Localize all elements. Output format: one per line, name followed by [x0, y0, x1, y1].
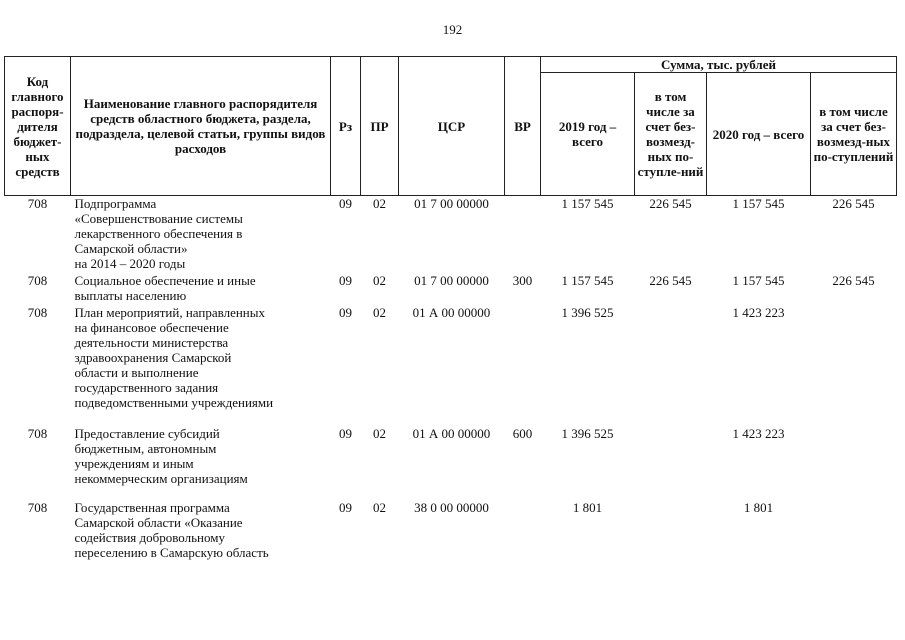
header-2020-total: 2020 год – всего [707, 73, 811, 196]
row-name: Социальное обеспечение и иные выплаты населению [74, 273, 256, 303]
header-vr: ВР [505, 57, 541, 196]
row-name: План мероприятий, направленных на финансовое обеспечение деятельности министерства здравоохранения Самарской области и выполнение государственного задания подведомственными учреждениями [74, 305, 274, 410]
header-csr: ЦСР [399, 57, 505, 196]
header-code: Код главного распоря-дителя бюджет-ных средств [5, 57, 71, 196]
table-row [5, 273, 897, 305]
row-code: 708 [27, 196, 48, 211]
row-csr: 38 0 00 00000 [414, 500, 489, 515]
row-2019-grants [635, 500, 707, 560]
row-pr: 02 [373, 273, 386, 288]
table-body [5, 196, 897, 561]
row-2019-grants: 226 545 [649, 196, 692, 211]
row-code: 708 [27, 500, 48, 515]
row-rz: 09 [339, 305, 352, 320]
row-vr [505, 305, 541, 426]
table-row [5, 196, 897, 274]
header-name: Наименование главного распорядителя средств областного бюджета, раздела, подраздела, целевой статьи, группы видов расходов [71, 57, 331, 196]
row-rz: 09 [339, 500, 352, 515]
row-2019-total: 1 801 [572, 500, 603, 515]
row-2020-total: 1 801 [743, 500, 774, 515]
header-2019-grants: в том числе за счет без-возмезд-ных по-ступле-ний [635, 73, 707, 196]
row-name: Предоставление субсидий бюджетным, автономным учреждениям и иным некоммерческим организациям [74, 426, 248, 486]
row-vr: 300 [512, 273, 533, 288]
row-csr: 01 7 00 00000 [414, 273, 489, 288]
table-row [5, 500, 897, 560]
row-rz: 09 [339, 426, 352, 441]
row-code: 708 [27, 305, 48, 320]
row-vr: 600 [512, 426, 533, 441]
header-2020-grants: в том числе за счет без-возмезд-ных по-ступлений [811, 73, 897, 196]
header-pr: ПР [361, 57, 399, 196]
row-code: 708 [27, 426, 48, 441]
row-2019-grants [635, 305, 707, 426]
table-row [5, 426, 897, 500]
row-csr: 01 7 00 00000 [414, 196, 489, 211]
row-2020-grants [811, 426, 897, 500]
row-2019-grants: 226 545 [649, 273, 692, 288]
row-2020-grants [811, 305, 897, 426]
row-pr: 02 [373, 305, 386, 320]
row-rz: 09 [339, 196, 352, 211]
row-csr: 01 А 00 00000 [412, 305, 491, 320]
row-2020-total: 1 157 545 [732, 196, 785, 211]
row-csr: 01 А 00 00000 [412, 426, 491, 441]
row-rz: 09 [339, 273, 352, 288]
row-2020-grants [811, 500, 897, 560]
row-2019-total: 1 396 525 [561, 426, 614, 441]
row-2020-total: 1 423 223 [732, 305, 785, 320]
row-2019-total: 1 396 525 [561, 305, 614, 320]
row-name: Подпрограмма «Совершенствование системы лекарственного обеспечения в Самарской области» на 2014 – 2020 годы [74, 196, 243, 271]
row-pr: 02 [373, 500, 386, 515]
row-2020-grants: 226 545 [832, 273, 875, 288]
row-vr [505, 500, 541, 560]
row-2020-grants: 226 545 [832, 196, 875, 211]
row-code: 708 [27, 273, 48, 288]
row-2020-total: 1 423 223 [732, 426, 785, 441]
page-number: 192 [442, 22, 463, 37]
row-vr [505, 196, 541, 274]
header-2019-total: 2019 год – всего [541, 73, 635, 196]
header-rz: Рз [331, 57, 361, 196]
budget-table [4, 56, 897, 560]
row-name: Государственная программа Самарской области «Оказание содействия добровольному переселению в Самарскую область [74, 500, 269, 560]
row-2019-grants [635, 426, 707, 500]
row-2019-total: 1 157 545 [561, 273, 614, 288]
header-sum-group: Сумма, тыс. рублей [541, 57, 897, 73]
row-pr: 02 [373, 426, 386, 441]
row-2020-total: 1 157 545 [732, 273, 785, 288]
row-2019-total: 1 157 545 [561, 196, 614, 211]
row-pr: 02 [373, 196, 386, 211]
table-row [5, 305, 897, 426]
